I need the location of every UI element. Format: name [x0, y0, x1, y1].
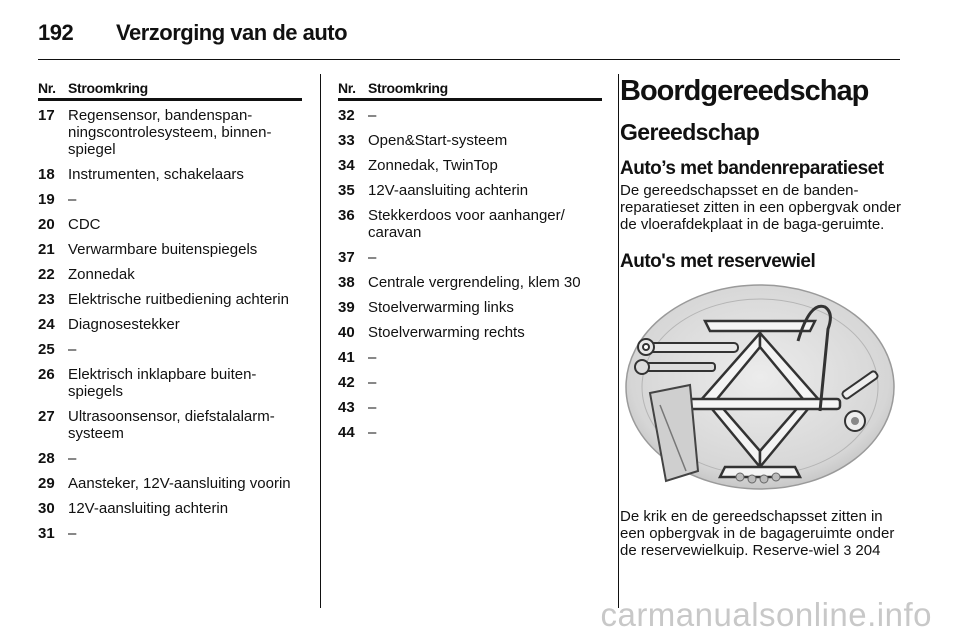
- column-header-nr: Nr.: [38, 80, 56, 96]
- circuit-description: Centrale vergrendeling, klem 30: [368, 274, 581, 291]
- repair-kit-paragraph: De gereedschapsset en de banden-reparatieset zitten in een opbergvak onder de vloerafdekplaat in de baga-geruimte.: [620, 182, 902, 233]
- table-row: [338, 207, 602, 241]
- circuit-description: Open&Start-systeem: [368, 132, 508, 149]
- fuse-number: 36: [338, 207, 355, 224]
- column-divider: [320, 74, 321, 608]
- fuse-number: 32: [338, 107, 355, 124]
- table-row: [338, 399, 602, 416]
- fuse-number: 33: [338, 132, 355, 149]
- circuit-description: 12V-aansluiting achterin: [68, 500, 229, 517]
- fuse-number: 34: [338, 157, 355, 174]
- circuit-description: Diagnosestekker: [68, 316, 180, 333]
- circuit-description: Stekkerdoos voor aanhanger/ caravan: [368, 207, 565, 241]
- table-body: [338, 107, 602, 441]
- circuit-description: CDC: [68, 216, 101, 233]
- circuit-description: –: [368, 349, 377, 366]
- table-row: [338, 157, 602, 174]
- circuit-description: Zonnedak, TwinTop: [368, 157, 498, 174]
- table-row: [338, 349, 602, 366]
- fuse-number: 40: [338, 324, 355, 341]
- spare-wheel-paragraph: [620, 508, 910, 559]
- circuit-description: Ultrasoonsensor, diefstalalarm-systeem: [68, 408, 275, 442]
- table-row: [338, 424, 602, 441]
- table-row: [38, 450, 302, 467]
- table-header: [338, 78, 602, 101]
- table-row: [338, 299, 602, 316]
- page-title: Verzorging van de auto: [116, 20, 348, 45]
- table-row: [338, 182, 602, 199]
- fuse-number: 23: [38, 291, 55, 308]
- circuit-description: Elektrisch inklapbare buiten-spiegels: [68, 366, 257, 400]
- column-header-circuit: Stroomkring: [68, 80, 148, 96]
- table-row: [38, 241, 302, 258]
- fuse-number: 31: [38, 525, 55, 542]
- repair-kit-heading: Auto’s met bandenreparatieset: [620, 158, 884, 179]
- circuit-description: Instrumenten, schakelaars: [68, 166, 244, 183]
- table-row: [38, 525, 302, 542]
- circuit-description: –: [68, 450, 77, 467]
- column-header-nr: Nr.: [338, 80, 356, 96]
- fuse-number: 37: [338, 249, 355, 266]
- circuit-description: Aansteker, 12V-aansluiting voorin: [68, 475, 291, 492]
- circuit-description: 12V-aansluiting achterin: [368, 182, 529, 199]
- fuse-number: 44: [338, 424, 355, 441]
- tools-section: [620, 74, 910, 559]
- table-row: [38, 500, 302, 517]
- fuse-number: 39: [338, 299, 355, 316]
- circuit-description: –: [368, 424, 377, 441]
- circuit-description: –: [368, 107, 377, 124]
- fuse-number: 19: [38, 191, 55, 208]
- table-row: [38, 475, 302, 492]
- circuit-description: Stoelverwarming links: [368, 299, 514, 316]
- table-row: [338, 132, 602, 149]
- table-header: [38, 78, 302, 101]
- fuse-number: 43: [338, 399, 355, 416]
- page-number: 192: [38, 20, 74, 45]
- subsection-heading: Gereedschap: [620, 119, 760, 145]
- page-header: [38, 16, 347, 50]
- table-row: [38, 291, 302, 308]
- fuse-number: 28: [38, 450, 55, 467]
- circuit-description: Zonnedak: [68, 266, 135, 283]
- fuse-number: 18: [38, 166, 55, 183]
- fuse-number: 42: [338, 374, 355, 391]
- table-row: [38, 107, 302, 158]
- spare-wheel-text: De krik en de gereedschapsset zitten in een opbergvak in de bagageruimte onder de reservewielkuip. Reserve-wiel: [620, 508, 895, 559]
- table-row: [338, 324, 602, 341]
- circuit-description: –: [68, 525, 77, 542]
- column-header-circuit: Stroomkring: [368, 80, 448, 96]
- table-row: [38, 408, 302, 442]
- fuse-number: 21: [38, 241, 55, 258]
- fuse-number: 35: [338, 182, 355, 199]
- table-row: [38, 341, 302, 358]
- jack-toolkit-illustration: [620, 281, 900, 493]
- table-row: [38, 166, 302, 183]
- fuse-table-left: [38, 78, 302, 550]
- circuit-description: –: [68, 191, 77, 208]
- table-row: [38, 266, 302, 283]
- section-heading: Boordgereedschap: [620, 75, 869, 107]
- fuse-table-right: [338, 78, 602, 449]
- fuse-number: 26: [38, 366, 55, 383]
- fuse-number: 29: [38, 475, 55, 492]
- fuse-number: 30: [38, 500, 55, 517]
- circuit-description: –: [68, 341, 77, 358]
- fuse-number: 20: [38, 216, 55, 233]
- spare-wheel-heading: Auto's met reservewiel: [620, 251, 816, 272]
- fuse-number: 27: [38, 408, 55, 425]
- circuit-description: Verwarmbare buitenspiegels: [68, 241, 258, 258]
- circuit-description: –: [368, 399, 377, 416]
- table-row: [338, 107, 602, 124]
- header-divider: [38, 59, 900, 60]
- table-row: [338, 374, 602, 391]
- table-row: [338, 274, 602, 291]
- table-body: [38, 107, 302, 542]
- table-row: [38, 316, 302, 333]
- fuse-number: 38: [338, 274, 355, 291]
- fuse-number: 41: [338, 349, 355, 366]
- watermark: carmanualsonline.info: [600, 596, 932, 633]
- table-row: [38, 216, 302, 233]
- page-reference-icon: 3: [843, 542, 852, 558]
- table-row: [38, 191, 302, 208]
- column-divider: [618, 74, 619, 608]
- circuit-description: Regensensor, bandenspan-ningscontrolesysteem, binnen-spiegel: [68, 107, 272, 158]
- page-reference-link[interactable]: 204: [855, 542, 881, 559]
- circuit-description: –: [368, 374, 377, 391]
- table-row: [338, 249, 602, 266]
- circuit-description: Elektrische ruitbediening achterin: [68, 291, 289, 308]
- circuit-description: Stoelverwarming rechts: [368, 324, 525, 341]
- fuse-number: 22: [38, 266, 55, 283]
- table-row: [38, 366, 302, 400]
- fuse-number: 17: [38, 107, 55, 124]
- circuit-description: –: [368, 249, 377, 266]
- fuse-number: 25: [38, 341, 55, 358]
- fuse-number: 24: [38, 316, 55, 333]
